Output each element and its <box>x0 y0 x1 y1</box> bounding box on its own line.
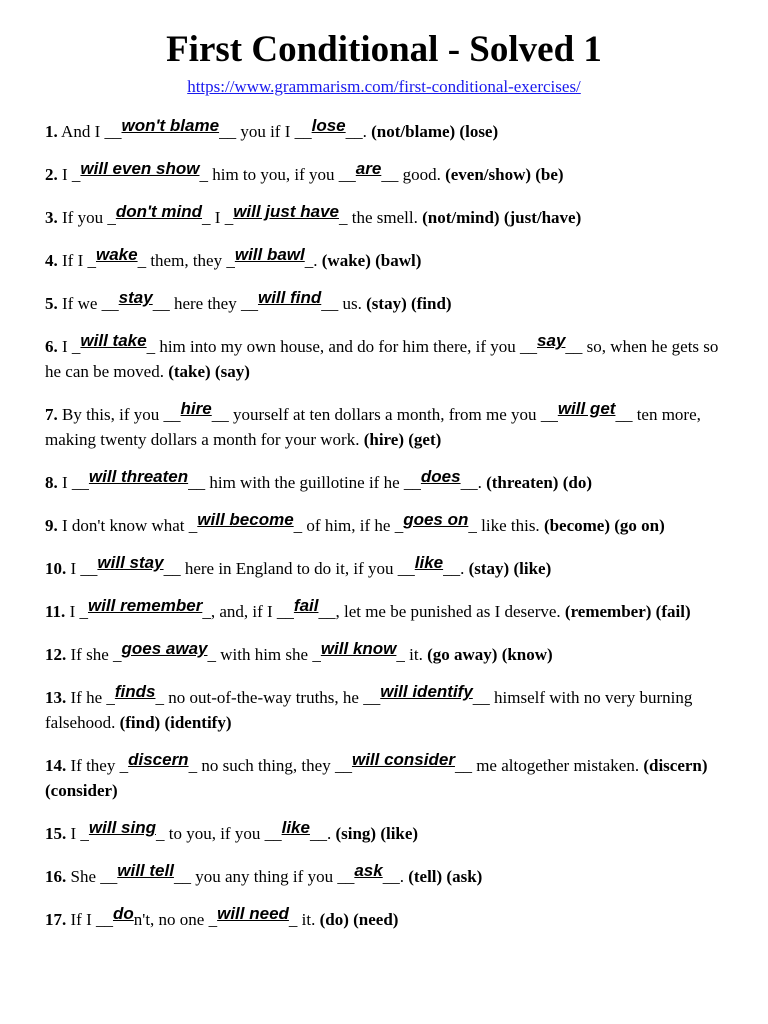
blank-underline: _ <box>199 165 208 184</box>
blank-underline: _ <box>396 645 405 664</box>
filled-answer: hire <box>180 399 212 418</box>
sentence-text: me altogether mistaken. <box>471 756 644 775</box>
filled-answer: will need <box>217 904 289 923</box>
sentence-text: good. <box>398 165 446 184</box>
sentence-text: I <box>57 337 72 356</box>
filled-answer: will stay <box>97 553 164 572</box>
sentence-text: you any thing if you <box>190 867 338 886</box>
sentence-text: . <box>399 867 409 886</box>
answer-blank <box>71 467 206 492</box>
exercise-number: 6. <box>45 337 58 356</box>
verb-hint: (wake) (bawl) <box>321 251 422 270</box>
blank-underline: __ <box>382 867 400 886</box>
blank-underline: _ <box>202 602 211 621</box>
verb-hint: (become) (go on) <box>543 516 665 535</box>
exercise-number: 4. <box>45 251 58 270</box>
blank-underline: __ <box>397 559 415 578</box>
exercise-item <box>45 331 735 384</box>
blank-underline: __ <box>100 867 118 886</box>
blank-underline: _ <box>80 824 89 843</box>
filled-answer: will sing <box>88 818 156 837</box>
exercise-item <box>45 639 735 667</box>
sentence-text: If she <box>66 645 113 664</box>
sentence-text: yourself at ten dollars a month, from me you <box>228 405 541 424</box>
exercise-item <box>45 904 735 932</box>
answer-blank <box>226 245 314 270</box>
exercise-number: 12. <box>45 645 67 664</box>
filled-answer: will become <box>197 510 294 529</box>
filled-answer: will consider <box>351 750 455 769</box>
blank-underline: _ <box>293 516 303 535</box>
blank-underline: _ <box>304 251 314 270</box>
sentence-text: I <box>210 208 225 227</box>
blank-underline: _ <box>137 251 147 270</box>
blank-underline: _ <box>112 645 122 664</box>
blank-underline: __ <box>276 602 294 621</box>
filled-answer: finds <box>114 682 156 701</box>
blank-underline: _ <box>155 688 164 707</box>
exercise-number: 1. <box>45 122 58 141</box>
sentence-text: like this. <box>476 516 544 535</box>
filled-answer: will get <box>557 399 616 418</box>
sentence-text: And I <box>57 122 105 141</box>
blank-underline: _ <box>155 824 165 843</box>
sentence-text: , let me be punished as I deserve. <box>335 602 565 621</box>
filled-answer: like <box>281 818 310 837</box>
sentence-text: By this, if you <box>57 405 164 424</box>
filled-answer: will know <box>320 639 397 658</box>
blank-underline: _ <box>224 208 234 227</box>
answer-blank <box>87 245 147 270</box>
sentence-text: If I <box>57 251 88 270</box>
answer-blank <box>394 510 477 535</box>
verb-hint: (remember) (fail) <box>564 602 691 621</box>
blank-underline: __ <box>337 867 355 886</box>
answer-blank <box>208 904 298 929</box>
verb-hint: (stay) (find) <box>366 294 452 313</box>
exercise-item <box>45 116 735 144</box>
filled-answer: are <box>355 159 382 178</box>
blank-underline: __ <box>264 824 282 843</box>
filled-answer: discern <box>128 750 189 769</box>
verb-hint: (hire) (get) <box>363 430 442 449</box>
verb-hint: (do) (need) <box>319 910 399 929</box>
filled-answer: goes on <box>403 510 469 529</box>
blank-underline: _ <box>188 756 198 775</box>
blank-underline: __ <box>294 122 312 141</box>
blank-underline: _ <box>71 165 81 184</box>
verb-hint: (even/show) (be) <box>445 165 564 184</box>
answer-blank <box>119 750 198 775</box>
sentence-text: of him, if he <box>302 516 395 535</box>
filled-answer: will threaten <box>88 467 189 486</box>
filled-answer: don't mind <box>115 202 203 221</box>
blank-underline: __ <box>540 405 558 424</box>
answer-blank <box>403 467 478 492</box>
sentence-text: . <box>326 824 336 843</box>
sentence-text: to you, if you <box>164 824 265 843</box>
answer-blank <box>397 553 461 578</box>
verb-hint: (tell) (ask) <box>408 867 483 886</box>
exercise-number: 11. <box>45 602 66 621</box>
blank-underline: __ <box>334 756 352 775</box>
sentence-text: here in England to do it, if you <box>180 559 398 578</box>
blank-underline: __ <box>565 337 583 356</box>
verb-hint: (sing) (like) <box>335 824 419 843</box>
blank-underline: __ <box>403 473 421 492</box>
answer-blank <box>104 116 237 141</box>
sentence-text: them, they <box>146 251 227 270</box>
sentence-text: him into my own house, and do for him there, if you <box>155 337 521 356</box>
blank-underline: __ <box>615 405 633 424</box>
exercise-number: 15. <box>45 824 67 843</box>
blank-underline: _ <box>207 645 216 664</box>
exercise-number: 17. <box>45 910 67 929</box>
sentence-text: him with the guillotine if he <box>205 473 404 492</box>
filled-answer: fail <box>293 596 319 615</box>
filled-answer: do <box>112 904 134 923</box>
answer-blank <box>112 639 216 664</box>
verb-hint: (discern) (consider) <box>45 756 708 800</box>
sentence-text: If we <box>57 294 102 313</box>
exercise-item <box>45 818 735 846</box>
blank-underline: _ <box>208 910 218 929</box>
filled-answer: will bawl <box>234 245 305 264</box>
sentence-text: . <box>460 559 469 578</box>
exercise-item <box>45 861 735 889</box>
answer-blank <box>294 116 363 141</box>
exercise-item <box>45 245 735 273</box>
sentence-text: . <box>477 473 487 492</box>
blank-underline: _ <box>468 516 477 535</box>
blank-underline: __ <box>80 559 98 578</box>
answer-blank <box>163 399 229 424</box>
verb-hint: (take) (say) <box>168 362 250 381</box>
answer-blank <box>520 331 583 356</box>
answer-blank <box>312 639 405 664</box>
blank-underline: __ <box>188 473 206 492</box>
blank-underline: _ <box>107 208 116 227</box>
exercise-number: 8. <box>45 473 58 492</box>
answer-blank <box>95 904 134 929</box>
blank-underline: __ <box>321 294 339 313</box>
blank-underline: __ <box>152 294 170 313</box>
filled-answer: say <box>537 331 566 350</box>
exercise-item <box>45 399 735 452</box>
answer-blank <box>71 331 156 356</box>
exercise-number: 14. <box>45 756 67 775</box>
answer-blank <box>540 399 633 424</box>
exercise-item <box>45 596 735 624</box>
sentence-text: it. <box>297 910 320 929</box>
verb-hint: (go away) (know) <box>427 645 553 664</box>
sentence-text: I don't know what <box>57 516 189 535</box>
sentence-text: him to you, if you <box>207 165 339 184</box>
blank-underline: __ <box>101 294 119 313</box>
answer-blank <box>100 861 191 886</box>
exercise-list <box>45 116 735 932</box>
blank-underline: __ <box>520 337 538 356</box>
sentence-text: so, when he gets so he can be moved. <box>45 337 719 381</box>
blank-underline: _ <box>71 337 81 356</box>
blank-underline: __ <box>104 122 122 141</box>
exercise-number: 3. <box>45 208 58 227</box>
filled-answer: will remember <box>87 596 203 615</box>
exercise-item <box>45 682 735 735</box>
blank-underline: __ <box>338 165 356 184</box>
exercise-number: 10. <box>45 559 67 578</box>
answer-blank <box>240 288 339 313</box>
sentence-text: If he <box>66 688 107 707</box>
filled-answer: wake <box>95 245 138 264</box>
verb-hint: (not/mind) (just/have) <box>422 208 582 227</box>
blank-underline: _ <box>106 688 115 707</box>
verb-hint: (find) (identify) <box>119 713 232 732</box>
blank-underline: __ <box>309 824 327 843</box>
filled-answer: goes away <box>121 639 208 658</box>
blank-underline: _ <box>312 645 321 664</box>
blank-underline: _ <box>394 516 404 535</box>
blank-underline: _ <box>226 251 235 270</box>
blank-underline: __ <box>363 688 381 707</box>
blank-underline: __ <box>173 867 191 886</box>
answer-blank <box>80 553 181 578</box>
blank-underline: _ <box>339 208 348 227</box>
exercise-number: 13. <box>45 688 67 707</box>
sentence-text: She <box>66 867 101 886</box>
sentence-text: I <box>66 824 81 843</box>
blank-underline: __ <box>443 559 461 578</box>
sentence-text: I <box>66 559 81 578</box>
exercise-item <box>45 510 735 538</box>
sentence-text: it. <box>404 645 428 664</box>
answer-blank <box>224 202 348 227</box>
answer-blank <box>337 861 400 886</box>
sentence-text: with him she <box>215 645 313 664</box>
answer-blank <box>334 750 472 775</box>
exercise-number: 5. <box>45 294 58 313</box>
filled-answer: won't blame <box>121 116 220 135</box>
answer-blank <box>106 682 164 707</box>
filled-answer: lose <box>311 116 346 135</box>
sentence-text: the smell. <box>347 208 423 227</box>
blank-underline: __ <box>219 122 237 141</box>
source-url-link[interactable]: https://www.grammarism.com/first-conditional-exercises/ <box>187 77 581 96</box>
verb-hint: (not/blame) (lose) <box>371 122 499 141</box>
sentence-text: If they <box>66 756 120 775</box>
sentence-text: no out-of-the-way truths, he <box>163 688 364 707</box>
exercise-number: 2. <box>45 165 58 184</box>
filled-answer: will identify <box>380 682 473 701</box>
sentence-text: . <box>313 251 322 270</box>
answer-blank <box>276 596 336 621</box>
page-title: First Conditional - Solved 1 <box>166 29 602 70</box>
blank-underline: _ <box>146 337 156 356</box>
answer-blank <box>338 159 399 184</box>
answer-blank <box>80 818 165 843</box>
blank-underline: __ <box>460 473 478 492</box>
filled-answer: does <box>420 467 461 486</box>
answer-blank <box>363 682 490 707</box>
exercise-item <box>45 202 735 230</box>
answer-blank <box>188 510 303 535</box>
sentence-text: himself with no very burning falsehood. <box>45 688 693 732</box>
filled-answer: stay <box>118 288 153 307</box>
sentence-text: us. <box>338 294 367 313</box>
filled-answer: will tell <box>117 861 174 880</box>
blank-underline: __ <box>318 602 336 621</box>
blank-underline: __ <box>240 294 258 313</box>
sentence-text: I <box>57 165 72 184</box>
blank-underline: __ <box>163 559 181 578</box>
blank-underline: _ <box>202 208 211 227</box>
sentence-text: ten more, making twenty dollars a month for your work. <box>45 405 701 449</box>
sentence-text: you if I <box>236 122 295 141</box>
answer-blank <box>107 202 211 227</box>
sentence-text: I <box>65 602 80 621</box>
blank-underline: __ <box>345 122 363 141</box>
sentence-text: I <box>57 473 72 492</box>
blank-underline: __ <box>472 688 490 707</box>
filled-answer: will just have <box>233 202 339 221</box>
blank-underline: __ <box>163 405 181 424</box>
exercise-item <box>45 553 735 581</box>
exercise-item <box>45 288 735 316</box>
answer-blank <box>101 288 170 313</box>
sentence-text: , and, if I <box>210 602 277 621</box>
sentence-text: no such thing, they <box>197 756 335 775</box>
exercise-number: 16. <box>45 867 67 886</box>
answer-blank <box>264 818 327 843</box>
blank-underline: __ <box>211 405 229 424</box>
exercise-item <box>45 159 735 187</box>
sentence-text: . <box>362 122 372 141</box>
verb-hint: (stay) (like) <box>468 559 552 578</box>
filled-answer: will find <box>257 288 322 307</box>
blank-underline: __ <box>95 910 113 929</box>
exercise-number: 9. <box>45 516 58 535</box>
sentence-text: If I <box>66 910 96 929</box>
blank-underline: __ <box>381 165 399 184</box>
blank-underline: __ <box>454 756 472 775</box>
blank-underline: _ <box>87 251 96 270</box>
answer-blank <box>71 159 208 184</box>
exercise-number: 7. <box>45 405 58 424</box>
source-link-line <box>0 75 768 99</box>
blank-underline: _ <box>188 516 198 535</box>
blank-underline: _ <box>119 756 129 775</box>
filled-answer: ask <box>354 861 383 880</box>
sentence-text: n't, no one <box>133 910 209 929</box>
filled-answer: will take <box>80 331 147 350</box>
filled-answer: like <box>414 553 444 572</box>
exercise-item <box>45 467 735 495</box>
blank-underline: __ <box>71 473 89 492</box>
sentence-text: here they <box>169 294 241 313</box>
answer-blank <box>79 596 211 621</box>
blank-underline: _ <box>79 602 88 621</box>
verb-hint: (threaten) (do) <box>486 473 592 492</box>
filled-answer: will even show <box>80 159 200 178</box>
exercise-item <box>45 750 735 803</box>
blank-underline: _ <box>288 910 298 929</box>
sentence-text: If you <box>57 208 108 227</box>
